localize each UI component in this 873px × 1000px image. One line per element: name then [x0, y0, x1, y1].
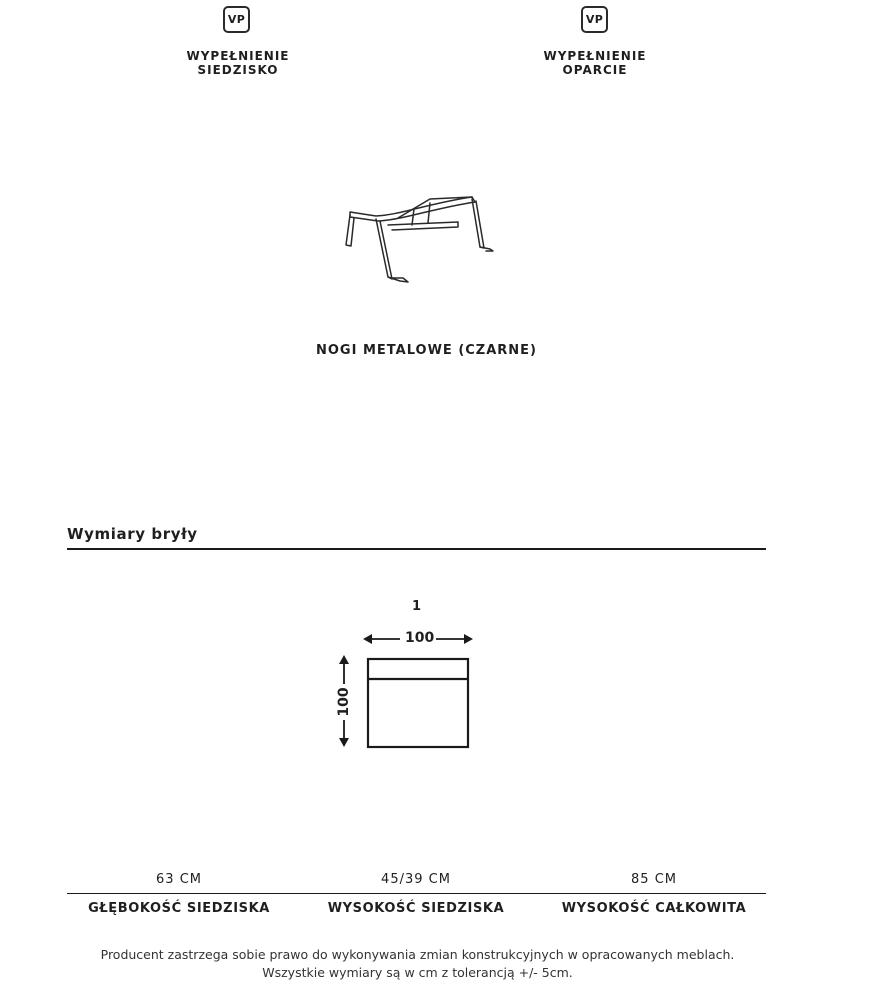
section-divider: [67, 548, 766, 550]
seat-height-value: 45/39 CM: [381, 872, 451, 887]
vp-seat-badge: VP: [223, 6, 250, 33]
total-height-label: WYSOKOŚĆ CAŁKOWITA: [561, 901, 747, 916]
metal-legs-label: NOGI METALOWE (CZARNE): [316, 343, 537, 358]
depth-label: 100: [336, 687, 352, 717]
disclaimer-line2: Wszystkie wymiary są w cm z tolerancją +/- 5cm.: [262, 965, 573, 980]
sofa-module-diagram: [366, 657, 472, 750]
backrest-filling-label-line1: WYPEŁNIENIE: [543, 49, 647, 63]
vp-backrest-badge: VP: [581, 6, 608, 33]
seat-height-label: WYSOKOŚĆ SIEDZISKA: [327, 901, 505, 916]
backrest-filling-label-line2: OPARCIE: [562, 63, 628, 77]
seat-filling-label-line2: SIEDZISKO: [197, 63, 279, 77]
backrest-filling-label: [495, 49, 695, 77]
seat-filling-label-line1: WYPEŁNIENIE: [186, 49, 290, 63]
seat-filling-label: [138, 49, 338, 77]
measurements-divider: [67, 893, 766, 894]
disclaimer-line1: Producent zastrzega sobie prawo do wykonywania zmian konstrukcyjnych w opracowanych meblach.: [100, 947, 735, 962]
seat-depth-label: GŁĘBOKOŚĆ SIEDZISKA: [88, 901, 270, 916]
metal-legs-icon: [330, 185, 510, 295]
module-number: 1: [412, 599, 422, 614]
seat-depth-value: 63 CM: [156, 872, 202, 887]
width-label: 100: [405, 630, 435, 646]
disclaimer-note: [0, 946, 854, 982]
total-height-value: 85 CM: [631, 872, 677, 887]
section-title: Wymiary bryły: [67, 525, 198, 543]
